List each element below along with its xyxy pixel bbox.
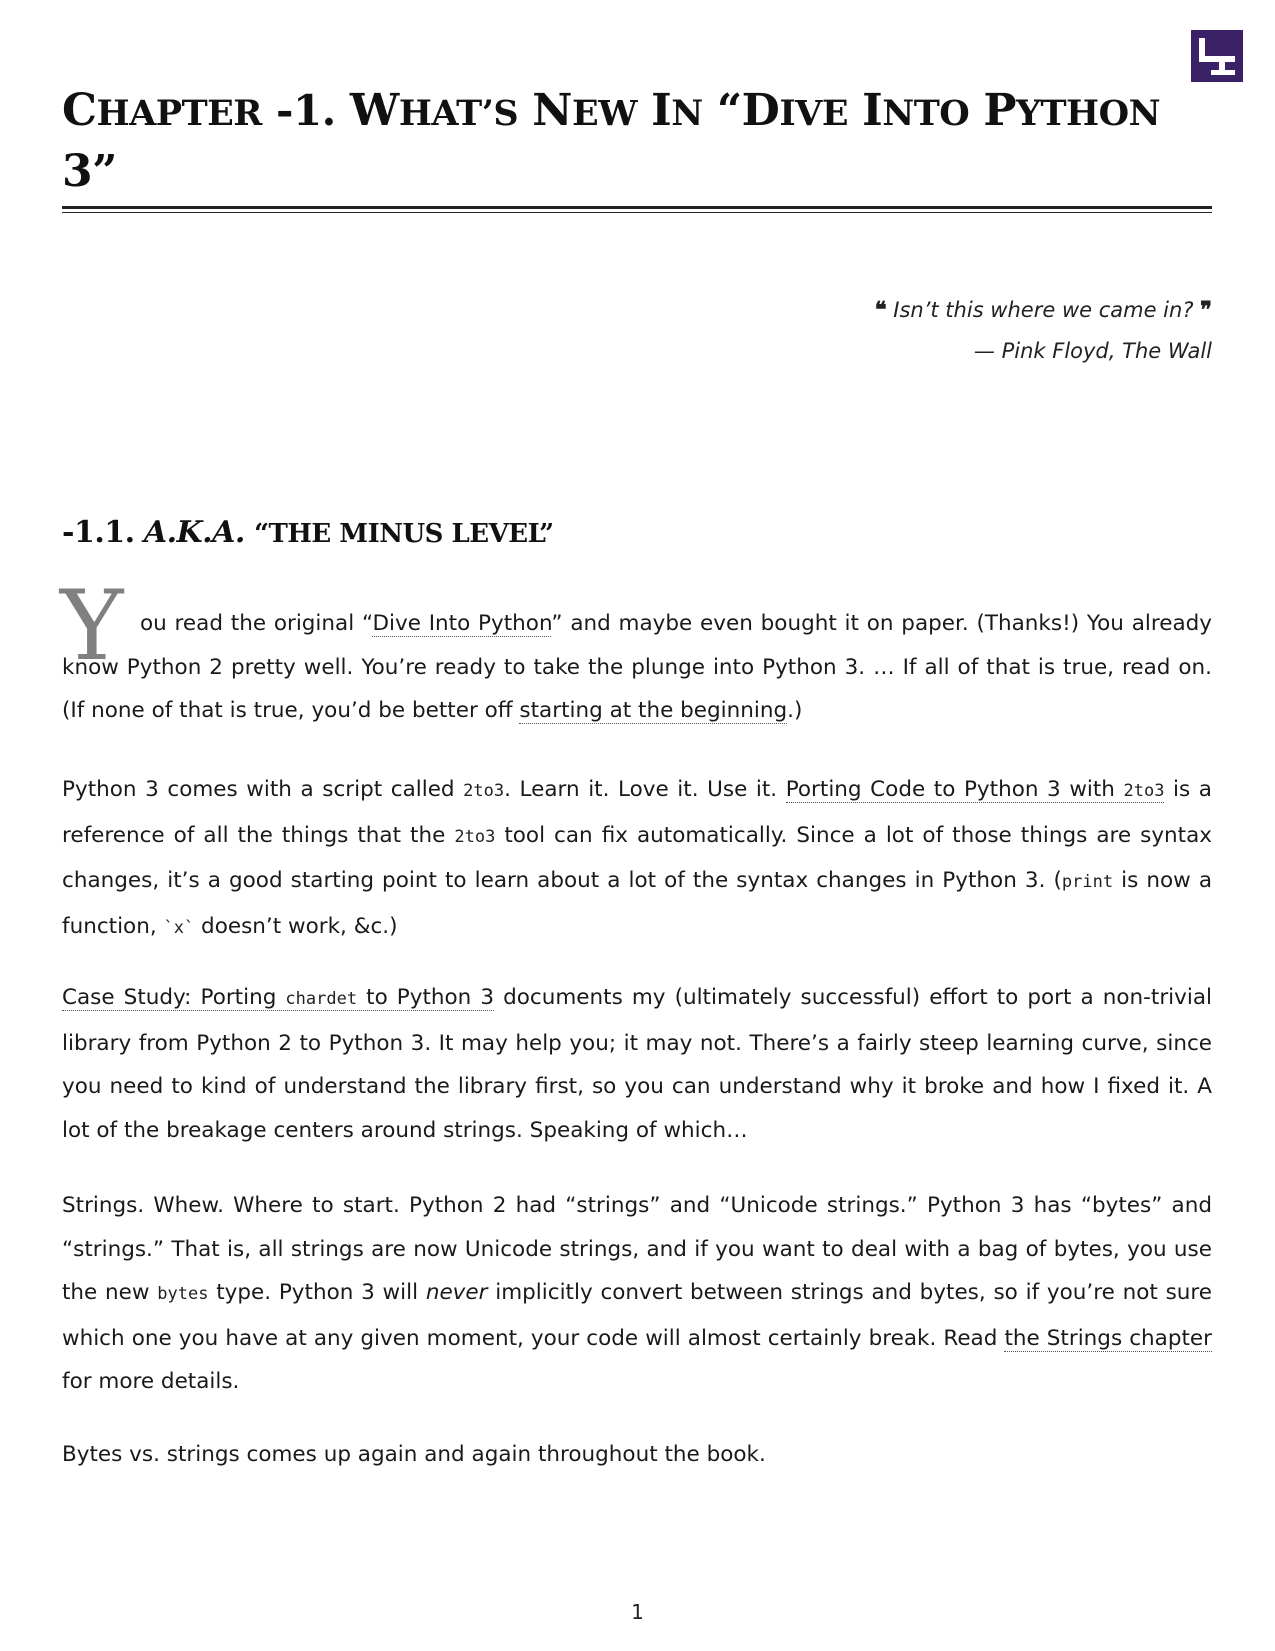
starting-at-beginning-link[interactable]: starting at the beginning <box>519 698 788 723</box>
paragraph-bytes <box>62 1433 1212 1477</box>
page-number: 1 <box>631 1600 644 1624</box>
title-rule-thin <box>62 212 1212 213</box>
inline-code: 2to3 <box>463 781 505 801</box>
strings-chapter-link[interactable]: the Strings chapter <box>1004 1325 1212 1351</box>
section-heading <box>62 515 554 550</box>
paragraph-line: reference of all the things that the 2to3 tool can fix automatically. Since a lot of those things are syntax <box>62 822 1212 848</box>
title-rule <box>62 206 1212 209</box>
inline-code: print <box>1061 872 1114 892</box>
paragraph-intro <box>62 602 1212 733</box>
paragraph-line: “strings.” That is, all strings are now Unicode strings, and if you want to deal with a bag of bytes, you use <box>62 1236 1212 1262</box>
paragraph-line: library from Python 2 to Python 3. It may help you; it may not. There’s a fairly steep learning curve, since <box>62 1030 1212 1056</box>
inline-code: `x` <box>163 917 195 938</box>
paragraph-line: Bytes vs. strings comes up again and again throughout the book. <box>62 1442 766 1467</box>
paragraph-line: the new bytes type. Python 3 will never implicitly convert between strings and bytes, so if you’re not sure <box>62 1280 1212 1305</box>
paragraph-line: changes, it’s a good starting point to learn about a lot of the syntax changes in Python 3. (print is now a <box>62 868 1212 893</box>
close-quote-icon: ❞ <box>1200 297 1212 323</box>
paragraph-line: Python 3 comes with a script called 2to3. Learn it. Love it. Use it. Porting Code to Python 3 with 2to3 is a <box>62 777 1212 802</box>
epigraph-attribution: — Pink Floyd, The Wall <box>973 339 1212 363</box>
epigraph-quote <box>875 293 1212 339</box>
paragraph-line: which one you have at any given moment, your code will almost certainly break. Read the Strings chapter <box>62 1325 1212 1351</box>
paragraph-line: function, `x` doesn’t work, &c.) <box>62 913 398 939</box>
inline-code: 2to3 <box>454 826 496 847</box>
paragraph-line: you need to kind of understand the library first, so you can understand why it broke and how I fixed it. A <box>62 1074 1212 1099</box>
paragraph-line: Case Study: Porting chardet to Python 3 documents my (ultimately successful) effort to port a non-trivial <box>62 985 1212 1010</box>
section-aka: A.K.A. <box>143 515 245 550</box>
paragraph-line: for more details. <box>62 1369 240 1394</box>
paragraph-strings <box>62 1184 1212 1404</box>
paragraph-2to3 <box>62 768 1212 950</box>
epigraph-quote-text: Isn’t this where we came in? <box>893 298 1194 322</box>
paragraph-line: know Python 2 pretty well. You’re ready to take the plunge into Python 3. … If all of that is true, read on. <box>62 654 1212 680</box>
book-logo-icon <box>1191 30 1243 82</box>
section-title: “THE MINUS LEVEL” <box>254 519 554 549</box>
paragraph-line: lot of the breakage centers around strings. Speaking of which… <box>62 1117 748 1143</box>
dive-into-python-link[interactable]: Dive Into Python <box>372 611 552 636</box>
paragraph-case-study <box>62 976 1212 1152</box>
porting-code-link[interactable]: Porting Code to Python 3 with 2to3 <box>785 777 1165 802</box>
epigraph <box>875 293 1212 363</box>
paragraph-line: ou read the original “Dive Into Python” and maybe even bought it on paper. (Thanks!) You already <box>140 611 1212 636</box>
open-quote-icon: ❝ <box>874 297 887 323</box>
chapter-title: CHAPTER -1. WHAT’S NEW IN “DIVE INTO PYTHON 3” <box>62 85 1161 197</box>
drop-cap: Y <box>60 570 124 682</box>
inline-code: bytes <box>157 1284 209 1304</box>
case-study-link[interactable]: Case Study: Porting chardet to Python 3 <box>62 985 495 1010</box>
section-number: -1.1. <box>62 515 135 550</box>
corner-logo <box>1191 30 1243 82</box>
paragraph-line: Strings. Whew. Where to start. Python 2 had “strings” and “Unicode strings.” Python 3 has “bytes” and <box>62 1193 1212 1218</box>
paragraph-line: (If none of that is true, you’d be better off starting at the beginning.) <box>62 698 803 723</box>
